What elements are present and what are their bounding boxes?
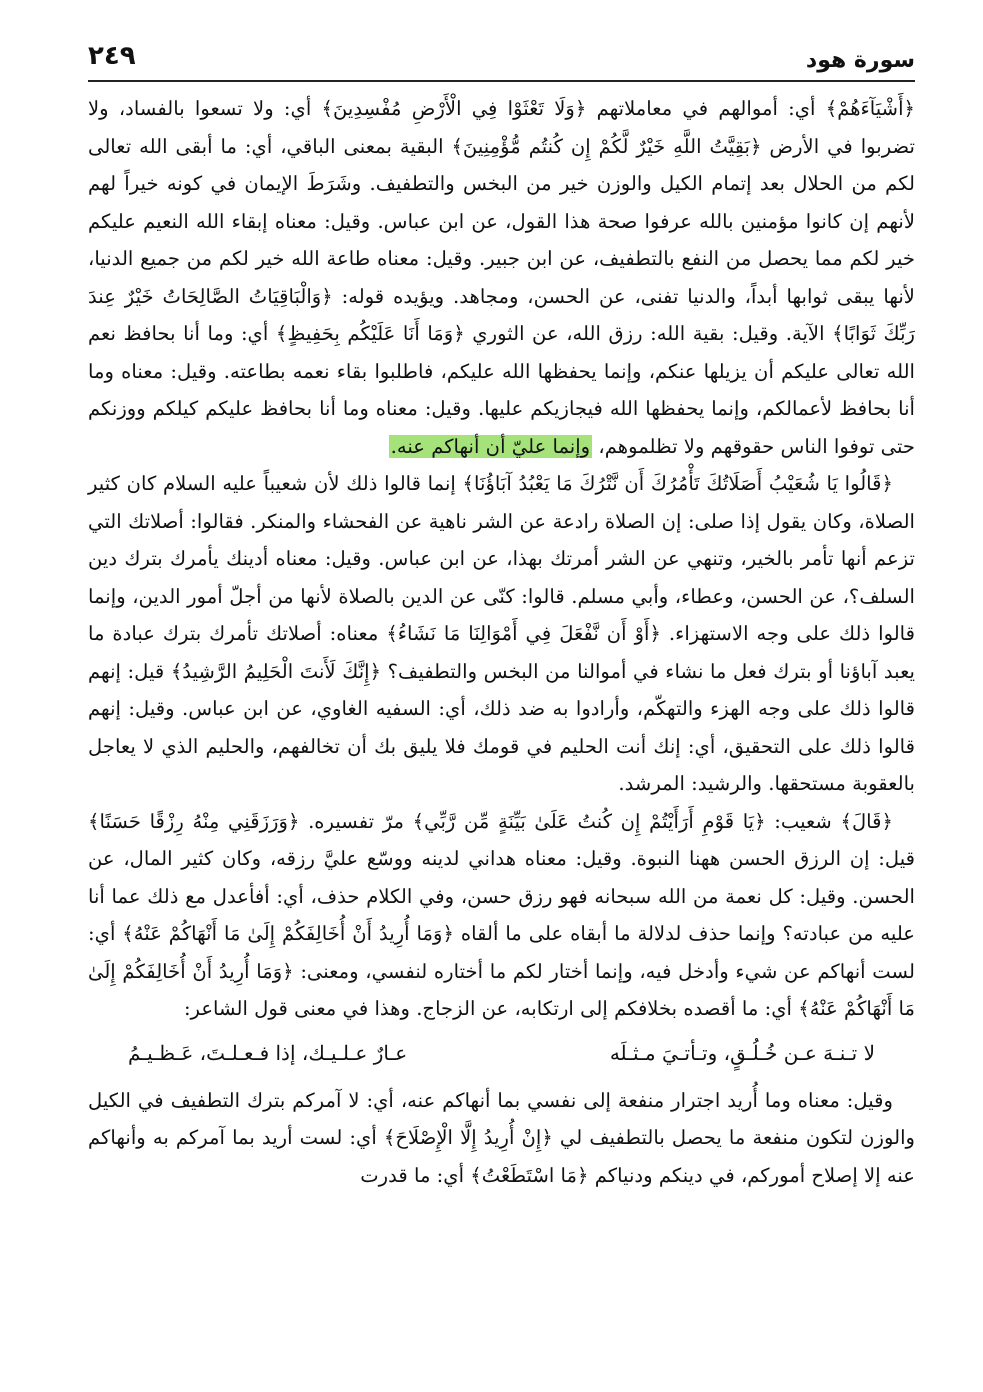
- paragraph-text: ﴿قَالَ﴾ شعيب: ﴿يَا قَوْمِ أَرَأَيْتُمْ إِن كُنتُ عَلَىٰ بَيِّنَةٍ مِّن رَّبِّي﴾ مرّ تفسيره. ﴿وَرَزَقَنِي مِنْهُ رِزْقًا حَسَنًا﴾ قيل: إن الرزق الحسن ههنا النبوة. وقيل: معناه هداني لدينه ووسّع عليَّ رزقه، وكان كثير المال، عن الحسن. وقيل: كل نعمة من الله سبحانه فهو رزق حسن، وفي الكلام حذف، أي: أفأعدل مع ذلك عما أنا عليه من عبادته؟ وإنما حذف لدلالة ما أبقاه على ما ألقاه ﴿وَمَا أُرِيدُ أَنْ أُخَالِفَكُمْ إِلَىٰ مَا أَنْهَاكُمْ عَنْهُ﴾ أي: لست أنهاكم عن شيء وأدخل فيه، وإنما أختار لكم ما أختاره لنفسي، ومعنى: ﴿وَمَا أُرِيدُ أَنْ أُخَالِفَكُمْ إِلَىٰ مَا أَنْهَاكُمْ عَنْهُ﴾ أي: ما أقصده بخلافكم إلى ارتكابه، عن الزجاج. وهذا في معنى قول الشاعر:: [88, 809, 915, 1020]
- paragraph-3: [88, 803, 915, 1028]
- page-number: ٢٤٩: [88, 41, 136, 71]
- book-page: [88, 30, 915, 1370]
- poem-verse: [88, 1028, 915, 1082]
- highlighted-text[interactable]: وإنما عليّ أن أنهاكم عنه.: [390, 434, 591, 458]
- paragraph-text: ﴿أَشْيَآءَهُمْ﴾ أي: أموالهم في معاملاتهم ﴿وَلَا تَعْثَوْا فِي الْأَرْضِ مُفْسِدِينَ﴾ أي: ولا تسعوا بالفساد، ولا تضربوا في الأرض ﴿بَقِيَّتُ اللَّهِ خَيْرٌ لَّكُمْ إِن كُنتُم مُّؤْمِنِينَ﴾ البقية بمعنى الباقي، أي: ما أبقى الله تعالى لكم من الحلال بعد إتمام الكيل والوزن خير من البخس والتطفيف. وشَرَطَ الإيمان في كونه خيراً لهم لأنهم إن كانوا مؤمنين بالله عرفوا صحة هذا القول، عن ابن عباس. وقيل: معناه إبقاء الله النعيم عليكم خير لكم مما يحصل من النفع بالتطفيف، عن ابن جبير. وقيل: معناه طاعة الله خير لكم من جميع الدنيا، لأنها يبقى ثوابها أبداً، والدنيا تفنى، عن الحسن، ومجاهد. ويؤيده قوله: ﴿وَالْبَاقِيَاتُ الصَّالِحَاتُ خَيْرٌ عِندَ رَبِّكَ ثَوَابًا﴾ الآية. وقيل: بقية الله: رزق الله، عن الثوري ﴿وَمَا أَنَا عَلَيْكُم بِحَفِيظٍ﴾ أي: وما أنا بحافظ نعم الله تعالى عليكم أن يزيلها عنكم، وإنما يحفظها الله عليكم، فاطلبوا بقاء نعمه بطاعته. وقيل: معناه وما أنا بحافظ لأعمالكم، وإنما يحفظها الله فيجازيكم عليها. وقيل: معناه وما أنا بحافظ عليكم كيلكم ووزنكم حتى توفوا الناس حقوقهم ولا تظلموهم،: [88, 97, 915, 458]
- poem-hemistich-2: عـارٌ عـلـيـك، إذا فـعـلـتَ، عَـظـيـمُ: [128, 1040, 408, 1065]
- paragraph-1: [88, 90, 915, 465]
- paragraph-text: وقيل: معناه وما أُريد اجترار منفعة إلى نفسي بما أنهاكم عنه، أي: لا آمركم بترك التطفيف في الكيل والوزن لتكون منفعة ما يحصل بالتطفيف لي ﴿إِنْ أُرِيدُ إِلَّا الْإِصْلَاحَ﴾ أي: لست أريد بما آمركم به وأنهاكم عنه إلا إصلاح أموركم، في دينكم ودنياكم ﴿مَا اسْتَطَعْتُ﴾ أي: ما قدرت: [88, 1088, 915, 1187]
- paragraph-4: [88, 1082, 915, 1195]
- page-header: [88, 30, 915, 82]
- page-body: [88, 90, 915, 1194]
- surah-title: سورة هود: [805, 47, 915, 73]
- paragraph-2: [88, 465, 915, 803]
- poem-hemistich-1: لا تـنـهَ عـن خُـلُـقٍ، وتـأتـيَ مـثـلَه: [609, 1040, 875, 1065]
- paragraph-text: ﴿قَالُوا يَا شُعَيْبُ أَصَلَاتُكَ تَأْمُرُكَ أَن نَّتْرُكَ مَا يَعْبُدُ آبَاؤُنَا﴾ إنما قالوا ذلك لأن شعيباً عليه السلام كان كثير الصلاة، وكان يقول إذا صلى: إن الصلاة رادعة عن الشر ناهية عن الفحشاء والمنكر. فقالوا: أصلاتك التي تزعم أنها تأمر بالخير، وتنهي عن الشر أمرتك بهذا، عن ابن عباس. وقيل: معناه أدينك يأمرك بترك دين السلف؟، عن الحسن، وعطاء، وأبي مسلم. قالوا: كنّى عن الدين بالصلاة لأنها من أجلّ أمور الدين، وإنما قالوا ذلك على وجه الاستهزاء. ﴿أَوْ أَن نَّفْعَلَ فِي أَمْوَالِنَا مَا نَشَاءُ﴾ معناه: أصلاتك تأمرك بترك عبادة ما يعبد آباؤنا أو بترك فعل ما نشاء في أموالنا من البخس والتطفيف؟ ﴿إِنَّكَ لَأَنتَ الْحَلِيمُ الرَّشِيدُ﴾ قيل: إنهم قالوا ذلك على وجه الهزء والتهكّم، وأرادوا به ضد ذلك، أي: السفيه الغاوي، عن ابن عباس. وقيل: إنهم قالوا ذلك على التحقيق، أي: إنك أنت الحليم في قومك فلا يليق بك أن تخالفهم، والحليم الذي لا يعاجل بالعقوبة مستحقها. والرشيد: المرشد.: [88, 472, 915, 795]
